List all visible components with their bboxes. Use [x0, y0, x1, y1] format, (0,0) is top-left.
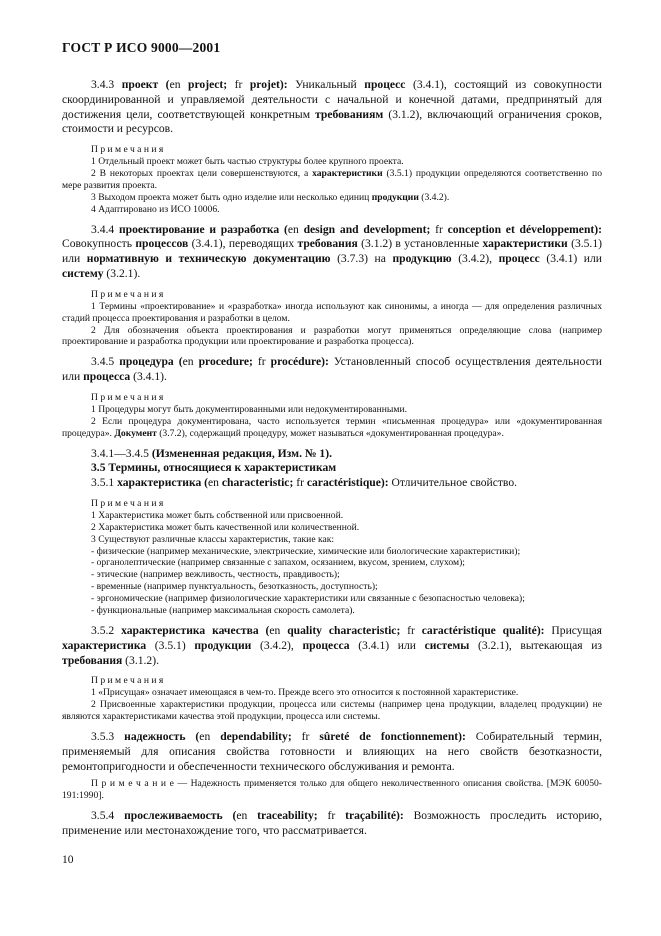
- note-paragraph: [62, 204, 602, 216]
- note-paragraph: [62, 546, 602, 558]
- bold-run: требования: [297, 237, 358, 251]
- text-run: 2 Характеристика может быть качественной или количественной.: [91, 521, 360, 533]
- note-paragraph: [62, 569, 602, 581]
- note-paragraph: [62, 687, 602, 699]
- text-run: (3.5.1) или: [62, 237, 602, 266]
- bold-run: quality characteristic;: [287, 624, 401, 638]
- bold-run: требования: [62, 653, 123, 667]
- text-run: (3.4.1), состоящий из совокупности скоординированной и управляемой деятельности с начальной и конечной датами, предпринятый для достижения цели, соответствующей конкретным: [62, 78, 602, 121]
- note-paragraph: [62, 557, 602, 569]
- note-paragraph: [62, 778, 602, 802]
- text-run: 3.5.1: [91, 476, 118, 490]
- bold-run: conception et développement):: [447, 222, 602, 236]
- text-run: 3.4.4: [91, 222, 119, 236]
- text-run: - функциональные (например максимальная скорость самолета).: [91, 605, 355, 617]
- text-run: fr: [252, 355, 271, 369]
- text-run: Возможность проследить историю, применение или местонахождение того, что рассматривается.: [62, 809, 602, 838]
- note-paragraph: [62, 168, 602, 192]
- text-run: fr: [430, 222, 448, 236]
- bold-run: систему: [62, 267, 104, 281]
- text-run: Собирательный термин, применяемый для описания свойства готовности и влияющих на него свойств безотказности, ремонтопригодности и обеспеченности технического обслуживания и ремонта.: [62, 730, 602, 773]
- text-run: en: [236, 809, 258, 823]
- note-paragraph: [62, 510, 602, 522]
- text-run: 1 Термины «проектирование» и «разработка» иногда используют как синонимы, а иногда — для определения различных стадий процесса проектирования и разработки в целом.: [62, 300, 602, 324]
- notes-heading: Примечания: [91, 391, 166, 403]
- bold-run: системы: [424, 638, 470, 652]
- bold-run: процесса: [83, 370, 131, 384]
- text-run: (3.1.2).: [122, 653, 159, 667]
- text-run: (3.4.2).: [418, 191, 450, 203]
- bold-run: sûreté de fonctionnement):: [319, 730, 466, 744]
- text-run: en: [208, 476, 222, 490]
- bold-run: traceability;: [257, 809, 318, 823]
- text-run: (3.4.1), переводящих: [188, 237, 298, 251]
- text-run: Установленный способ осуществления деятельности или: [62, 355, 602, 384]
- text-run: - временные (например пунктуальность, безотказность, доступность);: [91, 581, 378, 593]
- text-run: (3.7.2), содержащий процедуру, может называться «документированная процедура».: [156, 427, 504, 439]
- bold-run: надежность (: [124, 730, 200, 744]
- text-run: - этические (например вежливость, честность, правдивость);: [91, 569, 340, 581]
- spacer: [62, 723, 602, 730]
- text-run: (3.5.1): [146, 638, 195, 652]
- bold-run: характеристики: [482, 237, 568, 251]
- bold-run: (Измененная редакция, Изм. № 1).: [151, 446, 332, 460]
- notes-heading: Примечания: [91, 675, 166, 687]
- spacer: [62, 440, 602, 447]
- term-paragraph: [62, 461, 602, 476]
- note-paragraph: [62, 605, 602, 617]
- text-run: (3.4.2),: [251, 638, 303, 652]
- text-run: fr: [400, 624, 422, 638]
- notes-heading: Примечания: [91, 288, 166, 300]
- spacer: [62, 617, 602, 624]
- bold-run: нормативную и техническую документацию: [86, 252, 331, 266]
- text-run: Совокупность: [62, 237, 136, 251]
- document-header: ГОСТ Р ИСО 9000—2001: [62, 40, 221, 55]
- text-run: (3.7.3) на: [330, 252, 393, 266]
- text-run: (3.5.1) продукции определяются соответственно по мере развития проекта.: [62, 168, 602, 191]
- bold-run: процесс: [364, 78, 406, 91]
- term-paragraph: [62, 476, 602, 491]
- text-run: (3.4.2),: [451, 252, 499, 266]
- bold-run: процедура (: [119, 355, 183, 369]
- bold-run: продукции: [371, 191, 419, 203]
- bold-run: procedure;: [198, 355, 253, 369]
- text-run: (3.1.2) в установленные: [357, 237, 483, 251]
- text-run: 3.4.1—3.4.5: [91, 446, 152, 460]
- bold-run: characteristic;: [221, 476, 294, 490]
- note-paragraph: [62, 156, 602, 168]
- bold-run: dependability;: [220, 730, 292, 744]
- bold-run: характеристики: [312, 168, 383, 179]
- text-run: (3.1.2), включающий ограничения сроков, стоимости и ресурсов.: [62, 107, 602, 136]
- text-run: 3.5.3: [91, 730, 125, 744]
- text-run: 3.4.5: [91, 355, 120, 369]
- text-run: fr: [317, 809, 346, 823]
- text-run: 3.5.2: [91, 624, 122, 638]
- spacer: [62, 802, 602, 809]
- page-number: 10: [62, 854, 74, 866]
- text-run: 2 Если процедура документирована, часто используется термин «письменная процедура» или «документированная процедура».: [62, 415, 602, 439]
- bold-run: caractéristique):: [306, 476, 389, 490]
- bold-run: продукции: [194, 638, 252, 652]
- text-run: en: [182, 355, 199, 369]
- bold-run: прослеживаемость (: [124, 809, 237, 823]
- text-run: (3.4.1).: [130, 370, 167, 384]
- text-run: fr: [293, 476, 307, 490]
- text-run: en: [169, 78, 189, 91]
- spacer: [62, 216, 602, 223]
- term-paragraph: [62, 624, 602, 668]
- text-run: fr: [227, 78, 250, 91]
- text-run: 3.4.3: [91, 78, 122, 91]
- text-run: 1 Отдельный проект может быть частью структуры более крупного проекта.: [91, 156, 404, 168]
- bold-run: procédure):: [270, 355, 329, 369]
- text-run: - органолептические (например связанные с запахом, осязанием, вкусом, зрением, слухом);: [91, 557, 465, 569]
- text-run: 2 Для обозначения объекта проектирования и разработки могут применяться определяющие слова (например проектирование и разработка продукции или проектирование и разработка процесса).: [62, 324, 602, 348]
- text-run: 3 Существуют различные классы характеристик, такие как:: [91, 533, 335, 545]
- term-paragraph: [62, 223, 602, 282]
- notes-heading: Примечания: [91, 144, 166, 156]
- bold-run: проект (: [121, 78, 170, 91]
- text-run: 2 В некоторых проектах цели совершенствуются, а: [91, 168, 313, 179]
- bold-run: Документ: [114, 427, 157, 439]
- text-run: (3.4.1) или: [539, 252, 603, 266]
- text-run: 1 «Присущая» означает имеющаяся в чем-то. Прежде всего это относится к постоянной характеристике.: [91, 687, 519, 699]
- bold-run: продукцию: [392, 252, 452, 266]
- text-run: en: [287, 222, 304, 236]
- text-run: Отличительное свойство.: [388, 476, 518, 490]
- text-run: en: [269, 624, 288, 638]
- note-paragraph: [62, 416, 602, 440]
- bold-run: характеристика (: [117, 476, 209, 490]
- text-run: - эргономические (например физиологические характеристики или связанные с безопасностью человека);: [91, 593, 525, 605]
- bold-run: характеристика качества (: [121, 624, 270, 638]
- bold-run: требованиям: [315, 107, 384, 121]
- term-paragraph: [62, 355, 602, 385]
- term-paragraph: [62, 78, 602, 137]
- notes-heading: Примечания: [91, 497, 166, 509]
- term-paragraph: [62, 447, 602, 462]
- text-run: 3.5.4: [91, 809, 125, 823]
- text-run: 1 Процедуры могут быть документированными или недокументированными.: [91, 403, 407, 415]
- text-run: 2 Присвоенные характеристики продукции, процесса или системы (например цена продукции, владелец продукции) не являются характеристиками качества этой продукции, процесса или системы.: [62, 699, 602, 723]
- term-paragraph: [62, 730, 602, 774]
- text-run: 4 Адаптировано из ИСО 10006.: [91, 203, 220, 215]
- text-run: fr: [291, 730, 320, 744]
- bold-run: процессов: [135, 237, 189, 251]
- text-run: en: [199, 730, 221, 744]
- text-run: Присущая: [544, 624, 602, 638]
- note-paragraph: [62, 581, 602, 593]
- text-run: - физические (например механические, электрические, химические или биологические характеристики);: [91, 545, 521, 557]
- bold-run: проектирование и разработка (: [118, 222, 288, 236]
- bold-run: design and development;: [303, 222, 431, 236]
- text-run: 1 Характеристика может быть собственной или присвоенной.: [91, 509, 344, 521]
- note-paragraph: [62, 404, 602, 416]
- text-run: (3.2.1), вытекающая из: [469, 638, 602, 652]
- note-paragraph: [62, 192, 602, 204]
- bold-run: 3.5 Термины, относящиеся к характеристикам: [91, 461, 337, 475]
- text-run: П р и м е ч а н и е — Надежность применяется только для общего неколичественного описания свойства. [МЭК 60050-191:1990].: [62, 778, 602, 802]
- bold-run: projet):: [249, 78, 288, 91]
- bold-run: характеристика: [62, 638, 147, 652]
- bold-run: traçabilité):: [345, 809, 404, 823]
- bold-run: процесса: [302, 638, 350, 652]
- note-paragraph: [62, 593, 602, 605]
- bold-run: caractéristique qualité):: [421, 624, 545, 638]
- term-paragraph: [62, 809, 602, 839]
- document-body: [62, 78, 602, 839]
- text-run: Уникальный: [287, 78, 365, 91]
- bold-run: процесс: [498, 252, 540, 266]
- text-run: 3 Выходом проекта может быть одно изделие или несколько единиц: [91, 191, 372, 203]
- note-paragraph: [62, 301, 602, 325]
- text-run: (3.2.1).: [103, 267, 141, 281]
- spacer: [62, 348, 602, 355]
- note-paragraph: [62, 325, 602, 349]
- note-paragraph: [62, 699, 602, 723]
- note-paragraph: [62, 534, 602, 546]
- text-run: (3.4.1) или: [349, 638, 425, 652]
- bold-run: project;: [188, 78, 228, 91]
- note-paragraph: [62, 522, 602, 534]
